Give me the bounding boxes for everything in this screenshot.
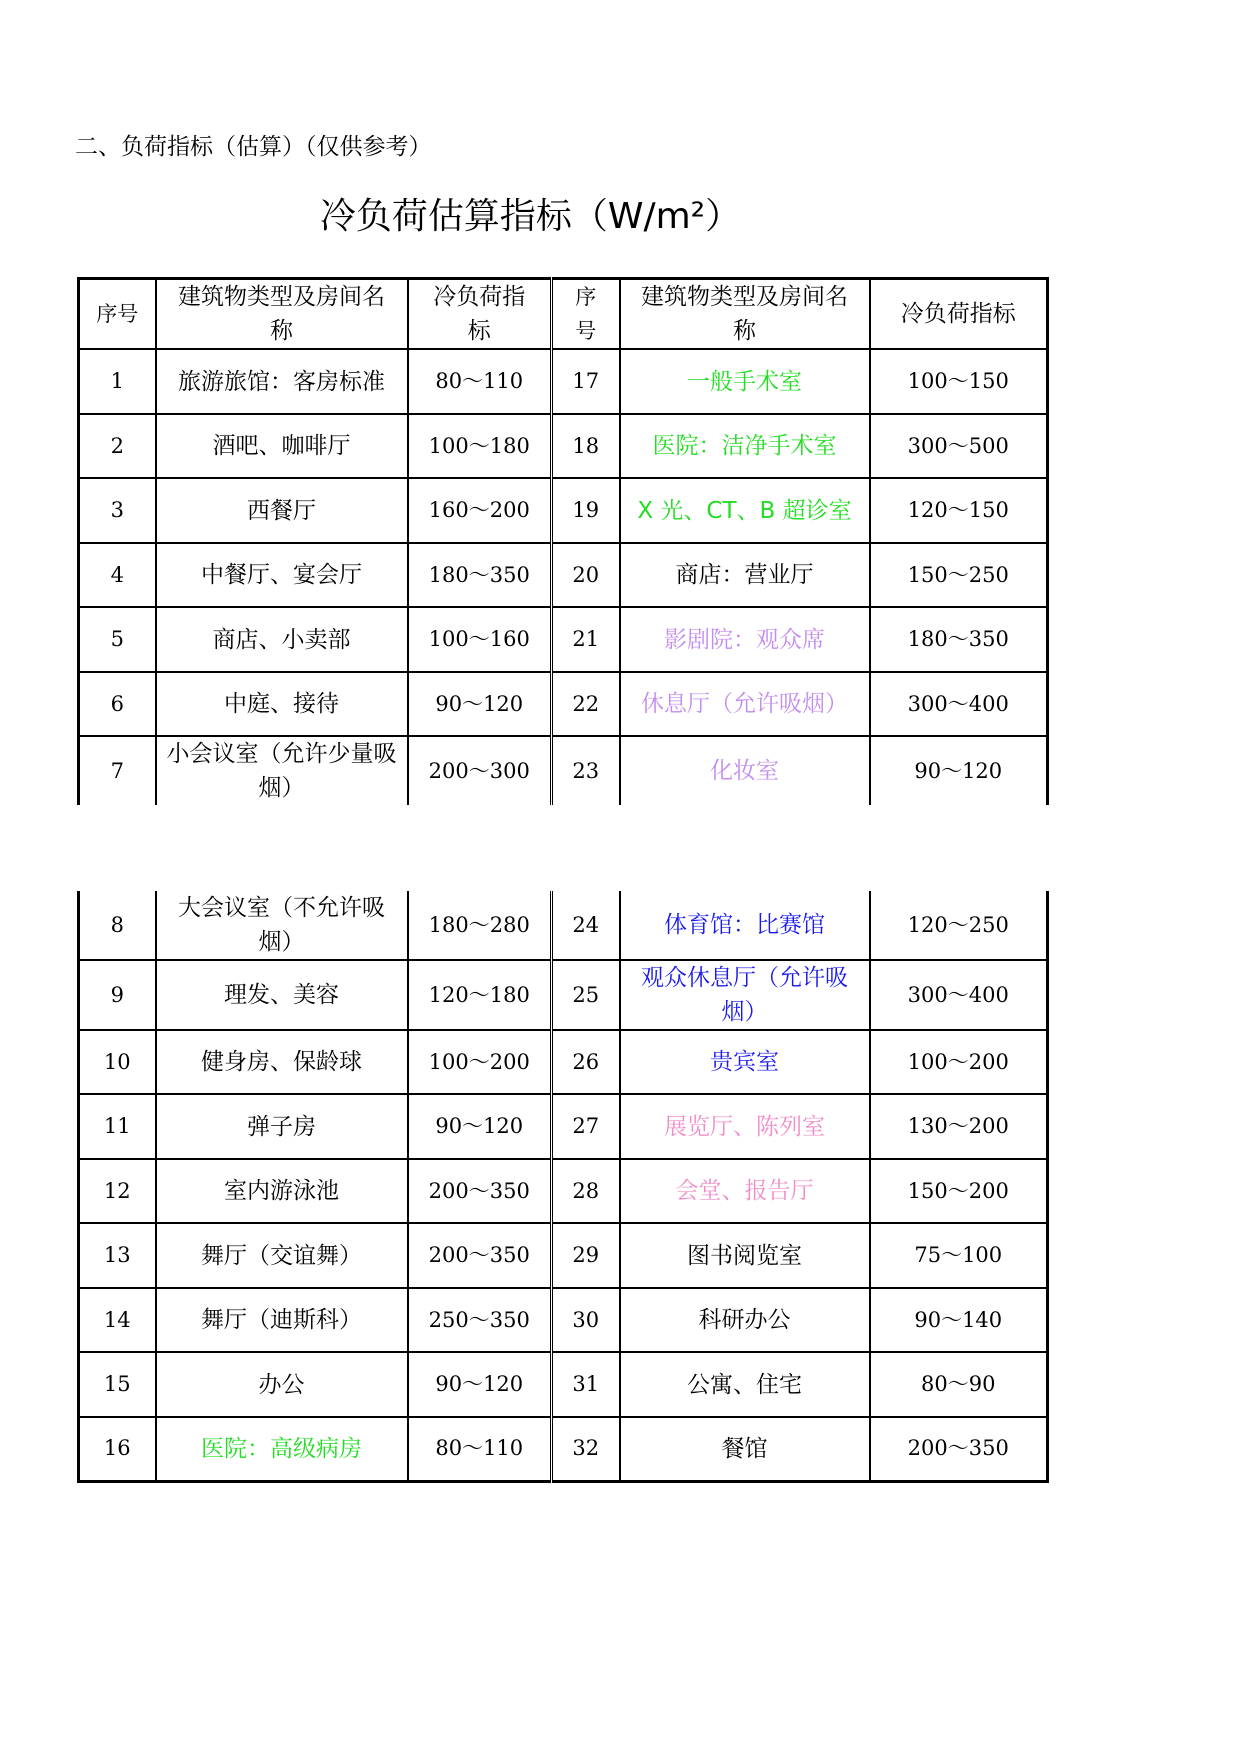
header-name-left: 建筑物类型及房间名称 — [156, 279, 408, 350]
load-index-right: 100～150 — [870, 349, 1048, 414]
row-number-right: 32 — [552, 1417, 620, 1481]
load-index-right: 300～400 — [870, 672, 1048, 736]
table-row — [79, 414, 1048, 478]
table-row — [79, 1030, 1048, 1094]
room-type-right: 化妆室 — [620, 736, 870, 805]
row-number-right: 30 — [552, 1288, 620, 1352]
load-index-right: 100～200 — [870, 1030, 1048, 1094]
room-type-left: 弹子房 — [156, 1094, 408, 1159]
row-number-left: 13 — [79, 1223, 156, 1288]
load-index-left: 90～120 — [408, 1352, 552, 1417]
load-index-left: 200～350 — [408, 1223, 552, 1288]
room-type-left: 理发、美容 — [156, 960, 408, 1030]
row-number-right: 18 — [552, 414, 620, 478]
room-type-right: 餐馆 — [620, 1417, 870, 1481]
load-index-left: 90～120 — [408, 1094, 552, 1159]
table-row — [79, 543, 1048, 607]
load-index-right: 200～350 — [870, 1417, 1048, 1481]
header-name-right: 建筑物类型及房间名称 — [620, 279, 870, 350]
row-number-left: 3 — [79, 478, 156, 543]
room-type-left: 西餐厅 — [156, 478, 408, 543]
room-type-left: 大会议室（不允许吸烟） — [156, 891, 408, 960]
table-row — [79, 478, 1048, 543]
row-number-right: 31 — [552, 1352, 620, 1417]
load-index-right: 90～140 — [870, 1288, 1048, 1352]
room-type-right: 一般手术室 — [620, 349, 870, 414]
table-row — [79, 1288, 1048, 1352]
room-type-left: 旅游旅馆：客房标准 — [156, 349, 408, 414]
load-index-left: 160～200 — [408, 478, 552, 543]
room-type-right: 商店：营业厅 — [620, 543, 870, 607]
header-value-left: 冷负荷指标 — [408, 279, 552, 350]
room-type-left: 舞厅（交谊舞） — [156, 1223, 408, 1288]
room-type-left: 医院：高级病房 — [156, 1417, 408, 1481]
room-type-right: 展览厅、陈列室 — [620, 1094, 870, 1159]
room-type-right: 会堂、报告厅 — [620, 1159, 870, 1223]
room-type-left: 小会议室（允许少量吸烟） — [156, 736, 408, 805]
row-number-right: 17 — [552, 349, 620, 414]
row-number-right: 24 — [552, 891, 620, 960]
row-number-left: 10 — [79, 1030, 156, 1094]
load-index-left: 80～110 — [408, 349, 552, 414]
room-type-left: 舞厅（迪斯科） — [156, 1288, 408, 1352]
load-index-left: 100～180 — [408, 414, 552, 478]
row-number-right: 29 — [552, 1223, 620, 1288]
table-row — [79, 607, 1048, 672]
load-index-right: 80～90 — [870, 1352, 1048, 1417]
load-index-left: 90～120 — [408, 672, 552, 736]
room-type-left: 酒吧、咖啡厅 — [156, 414, 408, 478]
load-index-right: 120～250 — [870, 891, 1048, 960]
load-index-right: 120～150 — [870, 478, 1048, 543]
load-index-left: 180～350 — [408, 543, 552, 607]
table-row — [79, 1223, 1048, 1288]
load-index-table-top — [77, 277, 1049, 805]
load-index-right: 150～200 — [870, 1159, 1048, 1223]
load-index-left: 120～180 — [408, 960, 552, 1030]
load-index-left: 200～300 — [408, 736, 552, 805]
room-type-left: 办公 — [156, 1352, 408, 1417]
row-number-right: 25 — [552, 960, 620, 1030]
table-row — [79, 1417, 1048, 1481]
load-index-left: 100～200 — [408, 1030, 552, 1094]
row-number-left: 7 — [79, 736, 156, 805]
row-number-right: 22 — [552, 672, 620, 736]
load-index-left: 200～350 — [408, 1159, 552, 1223]
row-number-right: 27 — [552, 1094, 620, 1159]
room-type-left: 中餐厅、宴会厅 — [156, 543, 408, 607]
room-type-left: 室内游泳池 — [156, 1159, 408, 1223]
table-row — [79, 672, 1048, 736]
room-type-right: 医院：洁净手术室 — [620, 414, 870, 478]
room-type-right: 体育馆：比赛馆 — [620, 891, 870, 960]
room-type-right: 休息厅（允许吸烟） — [620, 672, 870, 736]
room-type-right: 观众休息厅（允许吸烟） — [620, 960, 870, 1030]
row-number-left: 5 — [79, 607, 156, 672]
row-number-left: 8 — [79, 891, 156, 960]
load-index-right: 90～120 — [870, 736, 1048, 805]
load-index-left: 100～160 — [408, 607, 552, 672]
row-number-left: 9 — [79, 960, 156, 1030]
load-index-right: 150～250 — [870, 543, 1048, 607]
room-type-right: 贵宾室 — [620, 1030, 870, 1094]
room-type-left: 商店、小卖部 — [156, 607, 408, 672]
room-type-left: 健身房、保龄球 — [156, 1030, 408, 1094]
row-number-left: 16 — [79, 1417, 156, 1481]
row-number-right: 21 — [552, 607, 620, 672]
room-type-right: 科研办公 — [620, 1288, 870, 1352]
load-index-right: 300～500 — [870, 414, 1048, 478]
row-number-left: 12 — [79, 1159, 156, 1223]
table-title-text: 冷负荷估算指标（W/m²） — [319, 196, 742, 237]
header-value-right: 冷负荷指标 — [870, 279, 1048, 350]
load-index-left: 180～280 — [408, 891, 552, 960]
row-number-left: 15 — [79, 1352, 156, 1417]
row-number-left: 4 — [79, 543, 156, 607]
row-number-left: 6 — [79, 672, 156, 736]
row-number-left: 2 — [79, 414, 156, 478]
table-row — [79, 960, 1048, 1030]
table-header-row — [79, 279, 1048, 350]
row-number-right: 23 — [552, 736, 620, 805]
table-row — [79, 349, 1048, 414]
row-number-left: 1 — [79, 349, 156, 414]
row-number-right: 19 — [552, 478, 620, 543]
header-no-left: 序号 — [79, 279, 156, 350]
load-index-right: 130～200 — [870, 1094, 1048, 1159]
row-number-left: 14 — [79, 1288, 156, 1352]
load-index-table-bottom — [77, 891, 1049, 1483]
row-number-left: 11 — [79, 1094, 156, 1159]
load-index-right: 180～350 — [870, 607, 1048, 672]
load-index-right: 300～400 — [870, 960, 1048, 1030]
header-no-right: 序号 — [552, 279, 620, 350]
room-type-right: 图书阅览室 — [620, 1223, 870, 1288]
row-number-right: 28 — [552, 1159, 620, 1223]
table-row — [79, 736, 1048, 805]
table-title — [0, 188, 1241, 239]
room-type-right: 公寓、住宅 — [620, 1352, 870, 1417]
table-row — [79, 1159, 1048, 1223]
row-number-right: 26 — [552, 1030, 620, 1094]
load-index-left: 80～110 — [408, 1417, 552, 1481]
table-row — [79, 1094, 1048, 1159]
room-type-right: X 光、CT、B 超诊室 — [620, 478, 870, 543]
row-number-right: 20 — [552, 543, 620, 607]
room-type-left: 中庭、接待 — [156, 672, 408, 736]
table-row — [79, 891, 1048, 960]
room-type-right: 影剧院：观众席 — [620, 607, 870, 672]
section-heading: 二、负荷指标（估算）（仅供参考） — [75, 134, 432, 160]
table-row — [79, 1352, 1048, 1417]
load-index-left: 250～350 — [408, 1288, 552, 1352]
load-index-right: 75～100 — [870, 1223, 1048, 1288]
